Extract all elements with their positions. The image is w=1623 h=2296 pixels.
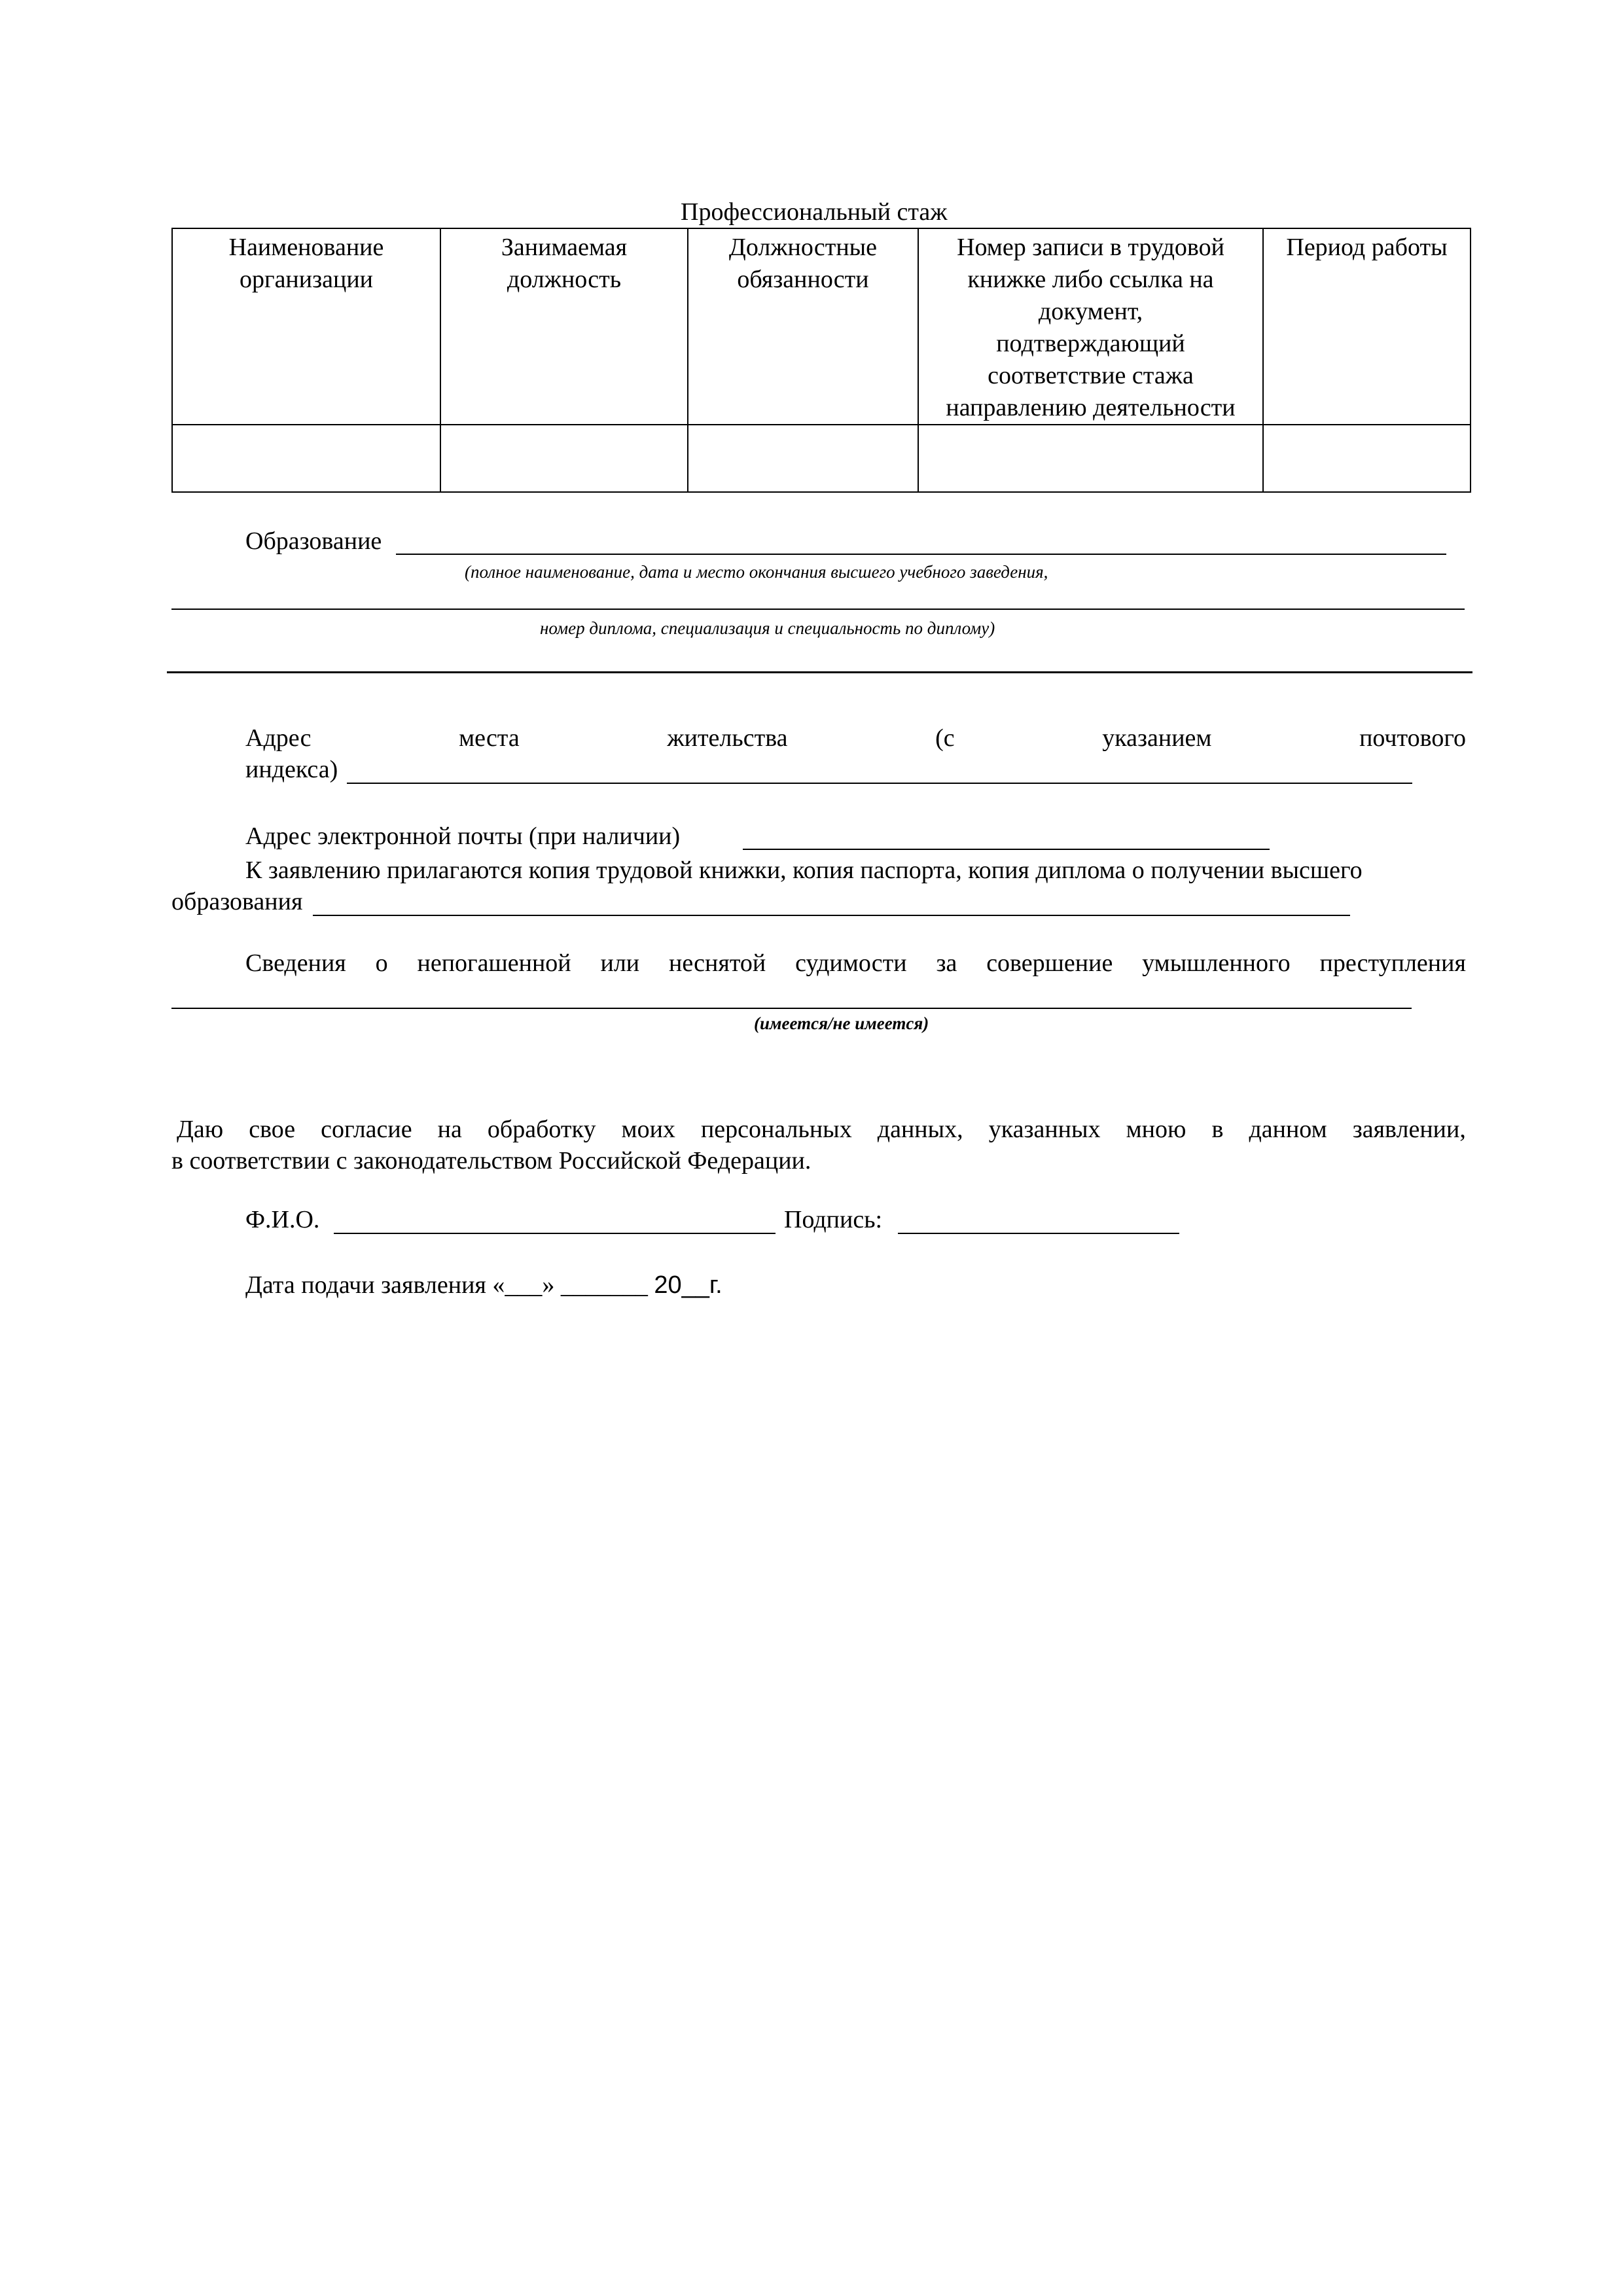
consent-line1 (177, 1114, 1466, 1145)
table-cell[interactable] (918, 425, 1263, 492)
conviction-hint: (имеется/не имеется) (754, 1014, 929, 1033)
signature-field-line[interactable] (898, 1233, 1179, 1234)
table-cell[interactable] (688, 425, 918, 492)
education-label: Образование (245, 527, 382, 555)
consent-word: на (437, 1116, 462, 1143)
consent-word: свое (249, 1116, 296, 1143)
conviction-word: непогашенной (417, 949, 571, 977)
conviction-word: неснятой (668, 949, 766, 977)
consent-word: обработку (487, 1116, 596, 1143)
table-row (172, 425, 1471, 492)
consent-line2: в соответствии с законодательством Российской Федерации. (171, 1147, 812, 1174)
signature-label: Подпись: (784, 1206, 883, 1233)
education-field-line-2[interactable] (171, 609, 1465, 610)
attachments-field-line[interactable] (313, 915, 1350, 916)
address-word: (с (935, 724, 955, 752)
section-title: Профессиональный стаж (681, 198, 948, 226)
attachments-line2: образования (171, 888, 303, 915)
date-text: Дата подачи заявления «___» _______ (245, 1271, 654, 1299)
consent-word: данных, (877, 1116, 963, 1143)
conviction-word: о (375, 949, 388, 977)
address-field-line[interactable] (347, 783, 1412, 784)
header-duties: Должностные обязанности (728, 234, 878, 293)
table-header-row (172, 228, 1471, 425)
header-organization: Наименование организации (228, 234, 384, 293)
consent-word: Даю (177, 1116, 224, 1143)
address-word: Адрес (245, 724, 312, 752)
conviction-word: за (936, 949, 957, 977)
education-field-line[interactable] (396, 554, 1446, 555)
address-word: указанием (1102, 724, 1212, 752)
conviction-field-line[interactable] (171, 1008, 1412, 1009)
date-year: 20__г. (654, 1271, 722, 1299)
address-word: жительства (667, 724, 788, 752)
address-word: почтового (1359, 724, 1466, 752)
date-label (245, 1269, 722, 1301)
consent-word: мною (1126, 1116, 1186, 1143)
email-label: Адрес электронной почты (при наличии) (245, 822, 681, 850)
address-word: места (459, 724, 520, 752)
consent-word: в (1211, 1116, 1224, 1143)
consent-word: указанных (988, 1116, 1101, 1143)
attachments-line1: К заявлению прилагаются копия трудовой книжки, копия паспорта, копия диплома о получении высшего (245, 857, 1363, 884)
consent-word: персональных (700, 1116, 852, 1143)
experience-table (171, 228, 1471, 493)
table-cell[interactable] (1263, 425, 1471, 492)
fio-field-line[interactable] (334, 1233, 776, 1234)
education-hint-1: (полное наименование, дата и место окончания высшего учебного заведения, (465, 562, 1048, 582)
conviction-word: умышленного (1142, 949, 1291, 977)
conviction-word: совершение (986, 949, 1113, 977)
education-hint-2: номер диплома, специализация и специальность по диплому) (540, 618, 995, 638)
education-field-line-3[interactable] (167, 671, 1472, 673)
conviction-word: судимости (795, 949, 907, 977)
consent-word: заявлении, (1352, 1116, 1466, 1143)
table-header-cell (440, 228, 688, 425)
address-label-line1 (245, 722, 1466, 754)
email-field-line[interactable] (743, 849, 1270, 850)
table-header-cell (688, 228, 918, 425)
consent-word: моих (621, 1116, 675, 1143)
header-record-number: Номер записи в трудовой книжке либо ссылка на документ, подтверждающий соответствие стажа направлению деятельности (946, 234, 1236, 421)
consent-word: данном (1249, 1116, 1327, 1143)
table-header-cell (1263, 228, 1471, 425)
conviction-word: Сведения (245, 949, 346, 977)
table-header-cell (172, 228, 440, 425)
table-header-cell (918, 228, 1263, 425)
conviction-word: преступления (1319, 949, 1466, 977)
header-position: Занимаемая должность (501, 234, 628, 293)
address-label-line2: индекса) (245, 756, 338, 783)
conviction-word: или (600, 949, 640, 977)
fio-label: Ф.И.О. (245, 1206, 320, 1233)
conviction-label (245, 947, 1466, 979)
table-cell[interactable] (172, 425, 440, 492)
consent-word: согласие (321, 1116, 412, 1143)
table-cell[interactable] (440, 425, 688, 492)
header-period: Период работы (1286, 234, 1448, 261)
